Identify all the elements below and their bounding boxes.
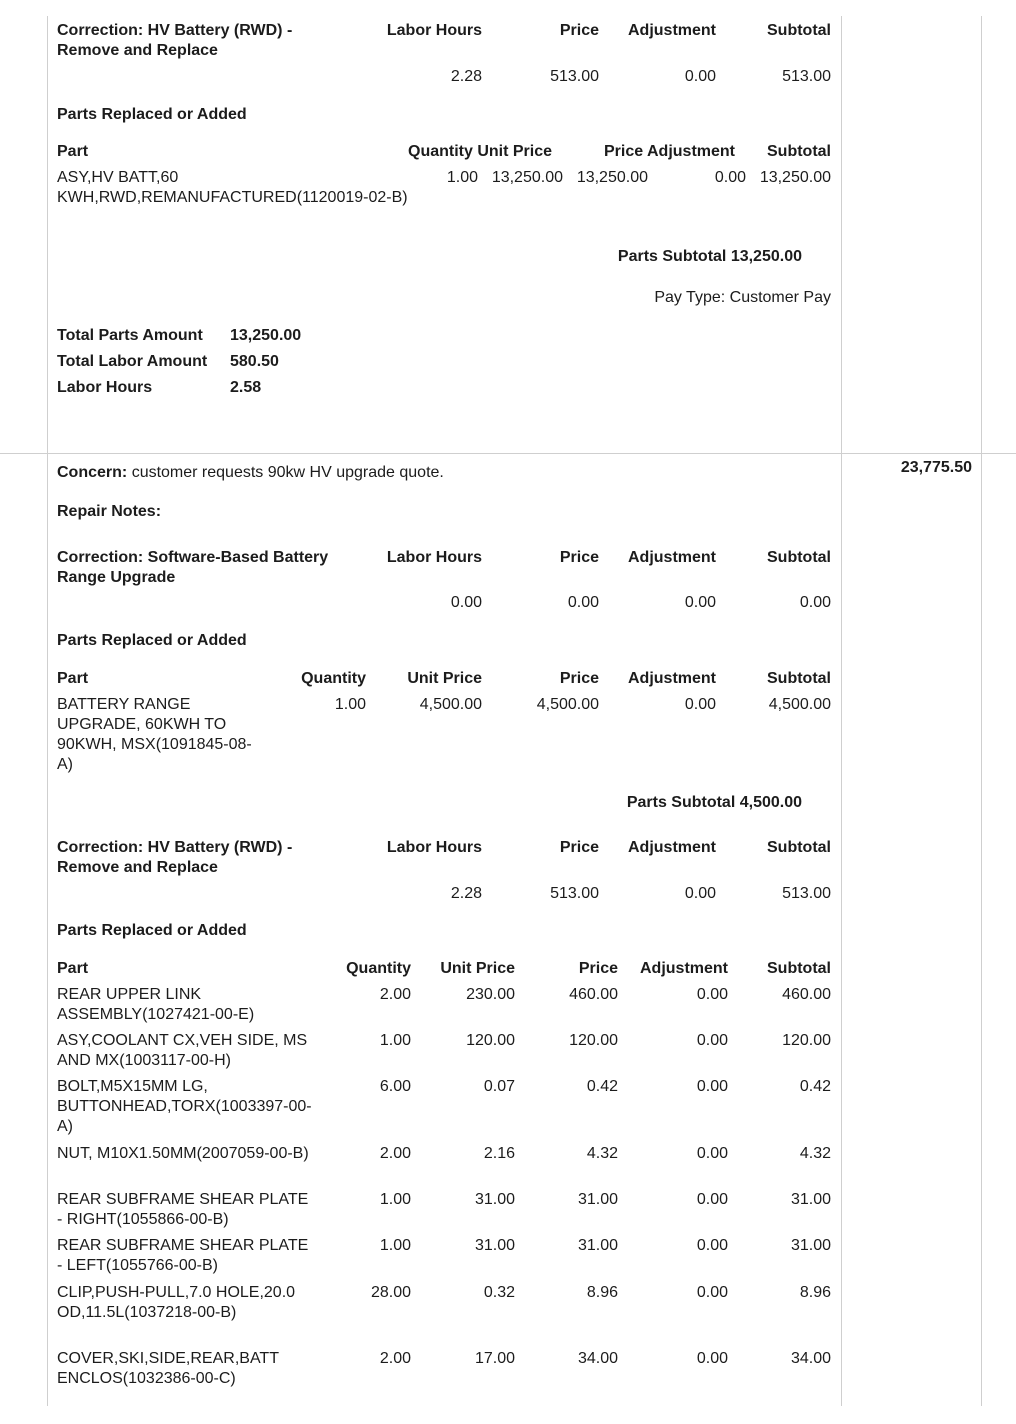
labor-hours-total: 2.58: [230, 379, 262, 396]
part-quantity: 2.00: [379, 1350, 411, 1367]
price-header: Price: [559, 22, 599, 39]
price-value: 0.00: [567, 594, 599, 611]
part-quantity: 1.00: [379, 1237, 411, 1254]
part-price: 4.32: [586, 1145, 618, 1162]
parts-heading: Parts Replaced or Added: [57, 106, 247, 123]
part-name: CLIP,PUSH-PULL,7.0 HOLE,20.0 OD,11.5L(1037218-00-B): [57, 1284, 296, 1321]
adjustment-header: Adjustment: [628, 670, 716, 687]
price-value: 513.00: [550, 68, 599, 85]
total-labor-value: 580.50: [230, 353, 279, 370]
labor-hours-header: Labor Hours: [386, 22, 482, 39]
price-adjustment-header: Price Adjustment: [604, 143, 735, 160]
total-parts-label: Total Parts Amount: [57, 327, 203, 344]
part-unit-price: 13,250.00: [491, 169, 563, 186]
part-subtotal: 4,500.00: [768, 696, 831, 713]
left-border: [47, 16, 48, 1406]
part-adjustment: 0.00: [696, 1350, 728, 1367]
part-quantity: 1.00: [334, 696, 366, 713]
labor-hours-value: 2.28: [450, 68, 482, 85]
part-subtotal: 34.00: [790, 1350, 831, 1367]
column-divider: [841, 16, 842, 1406]
part-unit-price: 17.00: [474, 1350, 515, 1367]
part-subtotal: 4.32: [799, 1145, 831, 1162]
part-adjustment: 0.00: [714, 169, 746, 186]
subtotal-header: Subtotal: [767, 670, 831, 687]
part-adjustment: 0.00: [696, 1032, 728, 1049]
part-name: REAR SUBFRAME SHEAR PLATE - LEFT(1055766-00-B): [57, 1237, 309, 1274]
part-adjustment: 0.00: [696, 1145, 728, 1162]
part-unit-price: 31.00: [474, 1191, 515, 1208]
unit-price-header: Unit Price: [440, 960, 515, 977]
quantity-unit-price-header: Quantity Unit Price: [408, 143, 553, 160]
part-unit-price: 0.07: [483, 1078, 515, 1095]
adjustment-value: 0.00: [684, 68, 716, 85]
part-quantity: 28.00: [370, 1284, 411, 1301]
part-adjustment: 0.00: [696, 986, 728, 1003]
labor-hours-label: Labor Hours: [57, 379, 153, 396]
subtotal-value: 0.00: [799, 594, 831, 611]
subtotal-value: 513.00: [782, 68, 831, 85]
adjustment-header: Adjustment: [628, 22, 716, 39]
concern-label: Concern:: [57, 464, 128, 481]
part-name: BATTERY RANGE UPGRADE, 60KWH TO 90KWH, MSX(1091845-08-A): [57, 696, 252, 773]
part-price: 120.00: [569, 1032, 618, 1049]
labor-hours-value: 0.00: [450, 594, 482, 611]
labor-hours-value: 2.28: [450, 885, 482, 902]
part-subtotal: 31.00: [790, 1191, 831, 1208]
part-header: Part: [57, 143, 89, 160]
part-name: ASY,HV BATT,60 KWH,RWD,REMANUFACTURED(1120019-02-B): [57, 169, 408, 206]
right-border: [981, 16, 982, 1406]
unit-price-header: Unit Price: [407, 670, 482, 687]
part-name: COVER,SKI,SIDE,REAR,BATT ENCLOS(1032386-00-C): [57, 1350, 279, 1387]
part-adjustment: 0.00: [696, 1078, 728, 1095]
part-adjustment: 0.00: [696, 1284, 728, 1301]
adjustment-value: 0.00: [684, 594, 716, 611]
part-price: 4,500.00: [536, 696, 599, 713]
adjustment-header: Adjustment: [640, 960, 728, 977]
part-unit-price: 31.00: [474, 1237, 515, 1254]
part-name: REAR UPPER LINK ASSEMBLY(1027421-00-E): [57, 986, 255, 1023]
part-unit-price: 230.00: [466, 986, 515, 1003]
price-header: Price: [578, 960, 618, 977]
total-labor-label: Total Labor Amount: [57, 353, 208, 370]
part-price: 34.00: [577, 1350, 618, 1367]
line-total: 23,775.50: [900, 459, 972, 476]
part-price: 460.00: [569, 986, 618, 1003]
parts-heading: Parts Replaced or Added: [57, 922, 247, 939]
part-quantity: 1.00: [379, 1032, 411, 1049]
part-subtotal: 8.96: [799, 1284, 831, 1301]
correction-title: Correction: HV Battery (RWD) - Remove and Replace: [57, 839, 293, 876]
correction-title: Correction: Software-Based Battery Range Upgrade: [57, 549, 329, 586]
subtotal-header: Subtotal: [767, 549, 831, 566]
part-adjustment: 0.00: [696, 1237, 728, 1254]
part-name: NUT, M10X1.50MM(2007059-00-B): [57, 1145, 309, 1162]
parts-subtotal: Parts Subtotal 4,500.00: [626, 794, 802, 811]
part-unit-price: 120.00: [466, 1032, 515, 1049]
row-divider: [0, 453, 1016, 454]
part-subtotal: 460.00: [782, 986, 831, 1003]
part-unit-price: 2.16: [483, 1145, 515, 1162]
part-price: 13,250.00: [576, 169, 648, 186]
price-header: Price: [559, 549, 599, 566]
part-subtotal: 0.42: [799, 1078, 831, 1095]
adjustment-value: 0.00: [684, 885, 716, 902]
concern-text: customer requests 90kw HV upgrade quote.: [131, 464, 444, 481]
part-price: 8.96: [586, 1284, 618, 1301]
subtotal-value: 513.00: [782, 885, 831, 902]
parts-subtotal: Parts Subtotal 13,250.00: [617, 248, 802, 265]
subtotal-header: Subtotal: [767, 839, 831, 856]
part-subtotal: 31.00: [790, 1237, 831, 1254]
part-subtotal: 13,250.00: [759, 169, 831, 186]
part-unit-price: 0.32: [483, 1284, 515, 1301]
part-quantity: 2.00: [379, 1145, 411, 1162]
parts-subtotal-header: Subtotal: [767, 143, 831, 160]
part-quantity: 2.00: [379, 986, 411, 1003]
part-price: 0.42: [586, 1078, 618, 1095]
part-unit-price: 4,500.00: [419, 696, 482, 713]
part-name: REAR SUBFRAME SHEAR PLATE - RIGHT(1055866-00-B): [57, 1191, 309, 1228]
price-value: 513.00: [550, 885, 599, 902]
correction-title: Correction: HV Battery (RWD) - Remove and Replace: [57, 22, 293, 59]
subtotal-header: Subtotal: [767, 22, 831, 39]
subtotal-header: Subtotal: [767, 960, 831, 977]
part-subtotal: 120.00: [782, 1032, 831, 1049]
total-parts-value: 13,250.00: [230, 327, 302, 344]
part-adjustment: 0.00: [696, 1191, 728, 1208]
price-header: Price: [559, 839, 599, 856]
price-header: Price: [559, 670, 599, 687]
part-header: Part: [57, 960, 89, 977]
pay-type: Pay Type: Customer Pay: [654, 289, 831, 306]
parts-heading: Parts Replaced or Added: [57, 632, 247, 649]
part-name: BOLT,M5X15MM LG, BUTTONHEAD,TORX(1003397-00-A): [57, 1078, 312, 1135]
labor-hours-header: Labor Hours: [386, 549, 482, 566]
part-quantity: 1.00: [379, 1191, 411, 1208]
quantity-header: Quantity: [346, 960, 411, 977]
part-quantity: 1.00: [446, 169, 478, 186]
labor-hours-header: Labor Hours: [386, 839, 482, 856]
adjustment-header: Adjustment: [628, 839, 716, 856]
part-price: 31.00: [577, 1191, 618, 1208]
concern: [57, 463, 444, 483]
quantity-header: Quantity: [301, 670, 366, 687]
part-header: Part: [57, 670, 89, 687]
adjustment-header: Adjustment: [628, 549, 716, 566]
repair-notes-label: Repair Notes:: [57, 503, 162, 520]
part-name: ASY,COOLANT CX,VEH SIDE, MS AND MX(1003117-00-H): [57, 1032, 308, 1069]
part-adjustment: 0.00: [684, 696, 716, 713]
part-price: 31.00: [577, 1237, 618, 1254]
part-quantity: 6.00: [379, 1078, 411, 1095]
